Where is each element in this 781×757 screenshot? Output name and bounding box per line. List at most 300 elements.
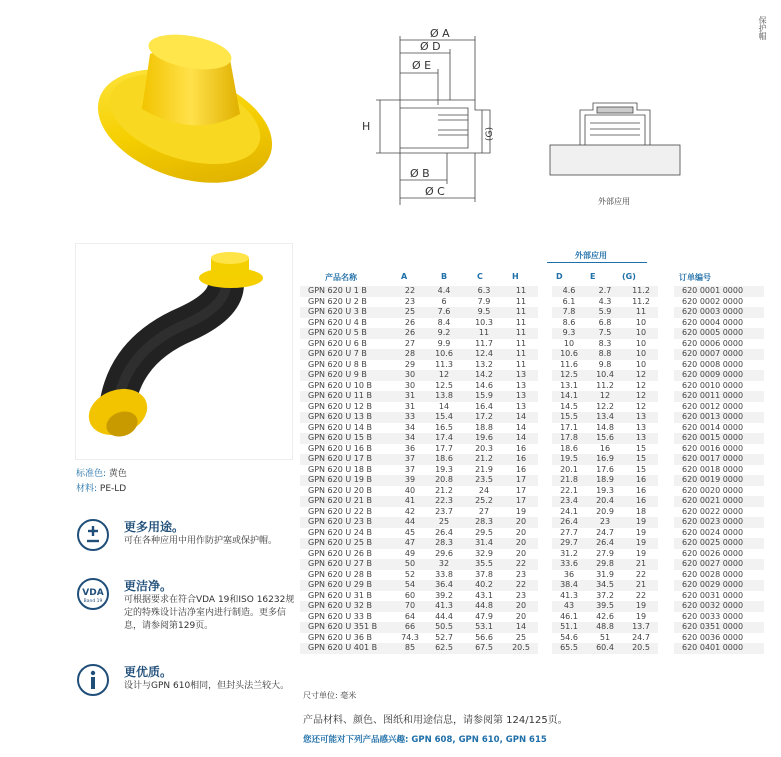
- table-cell: 25: [424, 517, 464, 528]
- table-cell: 14.6: [475, 380, 493, 390]
- info-icon: [76, 663, 110, 697]
- table-cell: 20: [504, 601, 538, 612]
- table-cell: 62.5: [424, 643, 464, 654]
- table-cell: 22: [504, 559, 538, 570]
- table-cell: 47.9: [475, 611, 493, 621]
- column-gap: [538, 643, 552, 654]
- table-cell: 48.8: [586, 622, 624, 633]
- table-cell: 12: [624, 370, 658, 381]
- product-photo-pipe: [75, 243, 293, 460]
- column-gap: [658, 528, 674, 539]
- vda-badge-bottom: Band 19: [83, 599, 103, 604]
- dim-e: Ø E: [412, 59, 432, 72]
- column-gap: [538, 412, 552, 423]
- table-cell: 50.5: [424, 622, 464, 633]
- table-row: [300, 496, 764, 507]
- table-cell: 67.5: [464, 643, 504, 654]
- column-gap: [658, 381, 674, 392]
- table-cell: 70: [396, 601, 424, 612]
- feature-title: 更优质。: [124, 665, 173, 679]
- table-cell: 7.5: [586, 328, 624, 339]
- table-cell: GPN 620 U 1 B: [300, 286, 396, 297]
- col-header-e: E: [590, 272, 596, 281]
- table-cell: 51: [599, 632, 611, 642]
- table-row: [300, 307, 764, 318]
- column-gap: [658, 601, 674, 612]
- table-cell: 27: [478, 506, 490, 516]
- table-cell: 27.7: [560, 527, 578, 537]
- table-row: [300, 570, 764, 581]
- table-cell: GPN 620 U 22 B: [308, 506, 372, 516]
- column-gap: [538, 381, 552, 392]
- material-value: PE-LD: [99, 484, 127, 494]
- table-row: [300, 580, 764, 591]
- table-cell: 54.6: [560, 632, 578, 642]
- plus-minus-icon: [76, 518, 110, 552]
- table-cell: 620 0019 0000: [674, 475, 764, 486]
- table-row: [300, 612, 764, 623]
- table-cell: 11.6: [560, 359, 578, 369]
- table-cell: 20: [504, 538, 538, 549]
- table-cell: 11: [515, 296, 527, 306]
- table-cell: 6: [441, 296, 447, 306]
- table-cell: 26: [396, 328, 424, 339]
- column-gap: [538, 475, 552, 486]
- table-cell: 10: [635, 338, 647, 348]
- product-photo-cap: [80, 14, 290, 189]
- column-gap: [658, 570, 674, 581]
- table-cell: 19: [635, 611, 647, 621]
- table-cell: 29.8: [586, 559, 624, 570]
- column-gap: [538, 538, 552, 549]
- table-cell: 39.5: [586, 601, 624, 612]
- table-cell: 16.5: [435, 422, 453, 432]
- table-cell: GPN 620 U 32 B: [300, 601, 396, 612]
- table-row: [300, 318, 764, 329]
- table-cell: 16: [624, 496, 658, 507]
- feature-title: 更多用途。: [124, 520, 185, 534]
- column-gap: [538, 402, 552, 413]
- table-cell: 9.2: [424, 328, 464, 339]
- table-cell: 18.9: [586, 475, 624, 486]
- table-cell: 19: [624, 517, 658, 528]
- table-cell: 25: [396, 307, 424, 318]
- table-cell: 19: [635, 527, 647, 537]
- table-cell: 23.7: [435, 506, 453, 516]
- table-row: [300, 433, 764, 444]
- table-row: [300, 538, 764, 549]
- table-cell: 16: [599, 443, 611, 453]
- color-info: [76, 466, 127, 479]
- table-cell: 17: [504, 496, 538, 507]
- table-cell: 620 0001 0000: [674, 286, 764, 297]
- table-cell: 16: [515, 443, 527, 453]
- table-cell: 29: [404, 359, 416, 369]
- table-cell: 20.3: [475, 443, 493, 453]
- table-cell: 60: [404, 590, 416, 600]
- table-cell: GPN 620 U 23 B: [300, 517, 396, 528]
- table-cell: 37.8: [475, 569, 493, 579]
- table-cell: 37: [404, 464, 416, 474]
- table-cell: GPN 620 U 20 B: [308, 485, 372, 495]
- table-cell: 11: [515, 338, 527, 348]
- column-gap: [658, 433, 674, 444]
- table-cell: 23: [586, 517, 624, 528]
- table-cell: GPN 620 U 10 B: [308, 380, 372, 390]
- table-cell: 53.1: [464, 622, 504, 633]
- column-gap: [538, 601, 552, 612]
- application-caption: 外部应用: [598, 197, 630, 206]
- table-row: [300, 370, 764, 381]
- table-cell: GPN 620 U 19 B: [300, 475, 396, 486]
- table-cell: GPN 620 U 28 B: [308, 569, 372, 579]
- column-gap: [658, 507, 674, 518]
- table-cell: 28.3: [424, 538, 464, 549]
- table-cell: GPN 620 U 351 B: [300, 622, 396, 633]
- table-cell: 19: [624, 538, 658, 549]
- table-cell: 12.2: [596, 401, 614, 411]
- table-cell: 23: [404, 296, 416, 306]
- table-cell: 11.3: [435, 359, 453, 369]
- table-cell: 24.1: [560, 506, 578, 516]
- table-row: [300, 423, 764, 434]
- table-cell: 17.8: [552, 433, 586, 444]
- table-cell: GPN 620 U 3 B: [300, 307, 396, 318]
- col-header-b: B: [441, 272, 448, 281]
- table-cell: 620 0021 0000: [674, 496, 764, 507]
- table-cell: 20: [504, 517, 538, 528]
- column-gap: [658, 297, 674, 308]
- table-cell: 41.3: [424, 601, 464, 612]
- table-cell: 7.6: [424, 307, 464, 318]
- material-label: 材料:: [76, 484, 98, 494]
- table-cell: 19: [635, 548, 647, 558]
- table-cell: 14.2: [464, 370, 504, 381]
- column-gap: [538, 549, 552, 560]
- table-cell: 40.2: [464, 580, 504, 591]
- table-cell: GPN 620 U 15 B: [300, 433, 396, 444]
- table-cell: 13: [624, 433, 658, 444]
- table-cell: GPN 620 U 13 B: [300, 412, 396, 423]
- table-cell: 13.1: [560, 380, 578, 390]
- table-cell: GPN 620 U 9 B: [300, 370, 396, 381]
- table-cell: 620 0003 0000: [674, 307, 764, 318]
- table-cell: 620 0009 0000: [674, 370, 764, 381]
- table-cell: 33.6: [552, 559, 586, 570]
- table-cell: GPN 620 U 24 B: [308, 527, 372, 537]
- table-cell: 8.8: [586, 349, 624, 360]
- table-cell: 620 0020 0000: [682, 485, 744, 495]
- table-cell: 620 0032 0000: [674, 601, 764, 612]
- table-cell: GPN 620 U 7 B: [300, 349, 396, 360]
- table-cell: 620 0006 0000: [682, 338, 744, 348]
- table-cell: 18: [635, 506, 647, 516]
- table-cell: 11: [504, 286, 538, 297]
- table-cell: 44.4: [435, 611, 453, 621]
- table-cell: 8.6: [562, 317, 576, 327]
- table-cell: 41.3: [560, 590, 578, 600]
- table-cell: 15.6: [586, 433, 624, 444]
- table-row: [300, 475, 764, 486]
- table-row: [300, 454, 764, 465]
- table-cell: GPN 620 U 14 B: [308, 422, 372, 432]
- table-cell: 14: [515, 422, 527, 432]
- column-gap: [658, 328, 674, 339]
- table-cell: 620 0005 0000: [674, 328, 764, 339]
- table-cell: 20: [515, 527, 527, 537]
- dim-g: (G): [485, 127, 495, 141]
- column-gap: [658, 622, 674, 633]
- table-cell: 10.3: [475, 317, 493, 327]
- table-cell: 56.6: [475, 632, 493, 642]
- table-cell: 13: [504, 391, 538, 402]
- vda-badge-top: VDA: [82, 588, 104, 598]
- table-cell: 20.5: [504, 643, 538, 654]
- feature-clean: [76, 577, 296, 652]
- table-row: [300, 297, 764, 308]
- column-gap: [658, 402, 674, 413]
- table-cell: 20: [515, 611, 527, 621]
- table-cell: 21.9: [475, 464, 493, 474]
- table-cell: 14: [438, 401, 450, 411]
- column-gap: [658, 423, 674, 434]
- table-cell: 18.6: [560, 443, 578, 453]
- table-cell: 39.2: [435, 590, 453, 600]
- table-cell: 11: [504, 349, 538, 360]
- table-cell: 42.6: [596, 611, 614, 621]
- table-cell: 13.4: [586, 412, 624, 423]
- column-gap: [538, 486, 552, 497]
- column-gap: [538, 307, 552, 318]
- table-cell: GPN 620 U 36 B: [308, 632, 372, 642]
- table-cell: 47: [396, 538, 424, 549]
- table-cell: 17.2: [464, 412, 504, 423]
- table-cell: 10: [635, 359, 647, 369]
- table-cell: GPN 620 U 17 B: [300, 454, 396, 465]
- table-cell: 20.1: [560, 464, 578, 474]
- table-cell: 17.6: [596, 464, 614, 474]
- material-info: [76, 481, 126, 494]
- table-cell: 18.6: [424, 454, 464, 465]
- column-gap: [658, 465, 674, 476]
- table-cell: 20.8: [424, 475, 464, 486]
- table-cell: 620 0013 0000: [674, 412, 764, 423]
- table-row: [300, 465, 764, 476]
- table-cell: 4.6: [552, 286, 586, 297]
- color-value: 黄色: [108, 469, 127, 479]
- feature-title: 更洁净。: [124, 579, 173, 593]
- feature-text: 设计与GPN 610相同，但封头法兰较大。: [124, 681, 290, 691]
- table-cell: 6.1: [562, 296, 576, 306]
- table-cell: 620 0022 0000: [682, 506, 744, 516]
- table-cell: 16: [504, 454, 538, 465]
- table-cell: 12: [586, 391, 624, 402]
- table-cell: 620 0023 0000: [674, 517, 764, 528]
- table-cell: 12: [635, 401, 647, 411]
- table-cell: 10: [635, 317, 647, 327]
- table-cell: 54: [396, 580, 424, 591]
- color-label: 标准色:: [76, 469, 107, 479]
- table-cell: 32.9: [475, 548, 493, 558]
- col-header-product: 产品名称: [325, 273, 357, 282]
- column-gap: [538, 559, 552, 570]
- table-cell: 12.4: [464, 349, 504, 360]
- table-cell: 7.8: [552, 307, 586, 318]
- table-cell: 6.8: [598, 317, 612, 327]
- table-cell: 24: [478, 485, 490, 495]
- table-cell: 15.5: [552, 412, 586, 423]
- dim-d: Ø D: [420, 40, 441, 53]
- table-cell: 8.3: [598, 338, 612, 348]
- table-cell: 25.2: [464, 496, 504, 507]
- column-gap: [538, 612, 552, 623]
- table-row: [300, 339, 764, 350]
- table-cell: 13.7: [624, 622, 658, 633]
- table-cell: 21.2: [464, 454, 504, 465]
- table-cell: 13: [515, 401, 527, 411]
- related-products: 您还可能对下列产品感兴趣: GPN 608, GPN 610, GPN 615: [303, 735, 547, 745]
- table-cell: 19: [515, 506, 527, 516]
- table-cell: GPN 620 U 8 B: [308, 359, 367, 369]
- column-gap: [658, 580, 674, 591]
- column-gap: [538, 318, 552, 329]
- table-cell: 52.7: [435, 632, 453, 642]
- table-cell: 620 0010 0000: [682, 380, 744, 390]
- table-cell: 36.4: [424, 580, 464, 591]
- table-cell: 26: [404, 317, 416, 327]
- table-cell: GPN 620 U 5 B: [300, 328, 396, 339]
- table-cell: 20.9: [596, 506, 614, 516]
- column-gap: [658, 370, 674, 381]
- table-cell: 44: [396, 517, 424, 528]
- column-gap: [658, 643, 674, 654]
- table-cell: 46.1: [560, 611, 578, 621]
- table-cell: 4.3: [598, 296, 612, 306]
- table-cell: GPN 620 U 11 B: [300, 391, 396, 402]
- table-cell: 21: [624, 559, 658, 570]
- table-cell: 27: [404, 338, 416, 348]
- table-cell: 52: [404, 569, 416, 579]
- table-cell: 29.6: [435, 548, 453, 558]
- table-cell: 49: [404, 548, 416, 558]
- table-cell: 65.5: [552, 643, 586, 654]
- table-cell: 2.7: [586, 286, 624, 297]
- column-gap: [538, 444, 552, 455]
- table-cell: 13: [624, 412, 658, 423]
- table-cell: 9.3: [552, 328, 586, 339]
- table-cell: 620 0007 0000: [674, 349, 764, 360]
- table-cell: 21.8: [552, 475, 586, 486]
- table-cell: 19.3: [596, 485, 614, 495]
- table-cell: 12.5: [435, 380, 453, 390]
- table-cell: 620 0351 0000: [674, 622, 764, 633]
- table-cell: GPN 620 U 401 B: [300, 643, 396, 654]
- table-cell: 13: [635, 422, 647, 432]
- column-gap: [658, 286, 674, 297]
- table-cell: 35.5: [464, 559, 504, 570]
- table-row: [300, 507, 764, 518]
- table-cell: 21.2: [435, 485, 453, 495]
- table-cell: 37: [396, 454, 424, 465]
- table-cell: 620 0029 0000: [674, 580, 764, 591]
- table-cell: 6.3: [464, 286, 504, 297]
- table-cell: 38.4: [552, 580, 586, 591]
- table-cell: GPN 620 U 2 B: [308, 296, 367, 306]
- table-cell: 620 0024 0000: [682, 527, 744, 537]
- table-cell: 51.1: [552, 622, 586, 633]
- more-info-note: 产品材料、颜色、图纸和用途信息，请参阅第 124/125页。: [303, 715, 568, 726]
- table-cell: 13: [504, 370, 538, 381]
- feature-versatile: [76, 518, 296, 568]
- table-cell: 23: [515, 569, 527, 579]
- table-cell: 620 0011 0000: [674, 391, 764, 402]
- table-cell: 31.4: [464, 538, 504, 549]
- table-cell: GPN 620 U 21 B: [300, 496, 396, 507]
- table-cell: 14.8: [596, 422, 614, 432]
- table-cell: 15: [635, 443, 647, 453]
- column-gap: [658, 360, 674, 371]
- table-cell: 14: [504, 433, 538, 444]
- table-cell: 19.5: [552, 454, 586, 465]
- table-cell: 10.6: [552, 349, 586, 360]
- table-cell: 620 0028 0000: [682, 569, 744, 579]
- table-cell: 22: [635, 590, 647, 600]
- col-header-c: C: [477, 272, 483, 281]
- table-cell: 10.4: [586, 370, 624, 381]
- table-cell: 16: [515, 464, 527, 474]
- column-gap: [538, 633, 552, 644]
- table-cell: 36: [563, 569, 575, 579]
- table-cell: 8.4: [437, 317, 451, 327]
- column-gap: [658, 517, 674, 528]
- table-cell: 620 0026 0000: [682, 548, 744, 558]
- table-cell: 26.4: [552, 517, 586, 528]
- table-cell: 15.4: [424, 412, 464, 423]
- table-cell: GPN 620 U 16 B: [308, 443, 372, 453]
- table-cell: 40: [404, 485, 416, 495]
- column-gap: [538, 349, 552, 360]
- table-cell: 33: [396, 412, 424, 423]
- table-cell: 10: [624, 328, 658, 339]
- column-gap: [538, 391, 552, 402]
- table-cell: 19.6: [464, 433, 504, 444]
- column-gap: [658, 391, 674, 402]
- table-cell: 620 0002 0000: [682, 296, 744, 306]
- table-cell: GPN 620 U 26 B: [308, 548, 372, 558]
- table-cell: 620 0004 0000: [682, 317, 744, 327]
- column-gap: [538, 297, 552, 308]
- column-gap: [658, 475, 674, 486]
- table-cell: 23.5: [464, 475, 504, 486]
- column-gap: [538, 507, 552, 518]
- table-cell: 620 0031 0000: [682, 590, 744, 600]
- table-row: [300, 381, 764, 392]
- table-cell: 15.9: [464, 391, 504, 402]
- side-tab: 保护帽: [758, 16, 767, 40]
- table-row: [300, 444, 764, 455]
- table-cell: 85: [396, 643, 424, 654]
- table-cell: GPN 620 U 31 B: [308, 590, 372, 600]
- dim-h: H: [362, 120, 371, 133]
- vda-badge-icon: [76, 577, 110, 611]
- table-row: [300, 349, 764, 360]
- table-row: [300, 559, 764, 570]
- table-row: [300, 601, 764, 612]
- table-cell: 620 0015 0000: [674, 433, 764, 444]
- table-cell: 33.8: [435, 569, 453, 579]
- column-gap: [658, 339, 674, 350]
- table-cell: 14: [504, 412, 538, 423]
